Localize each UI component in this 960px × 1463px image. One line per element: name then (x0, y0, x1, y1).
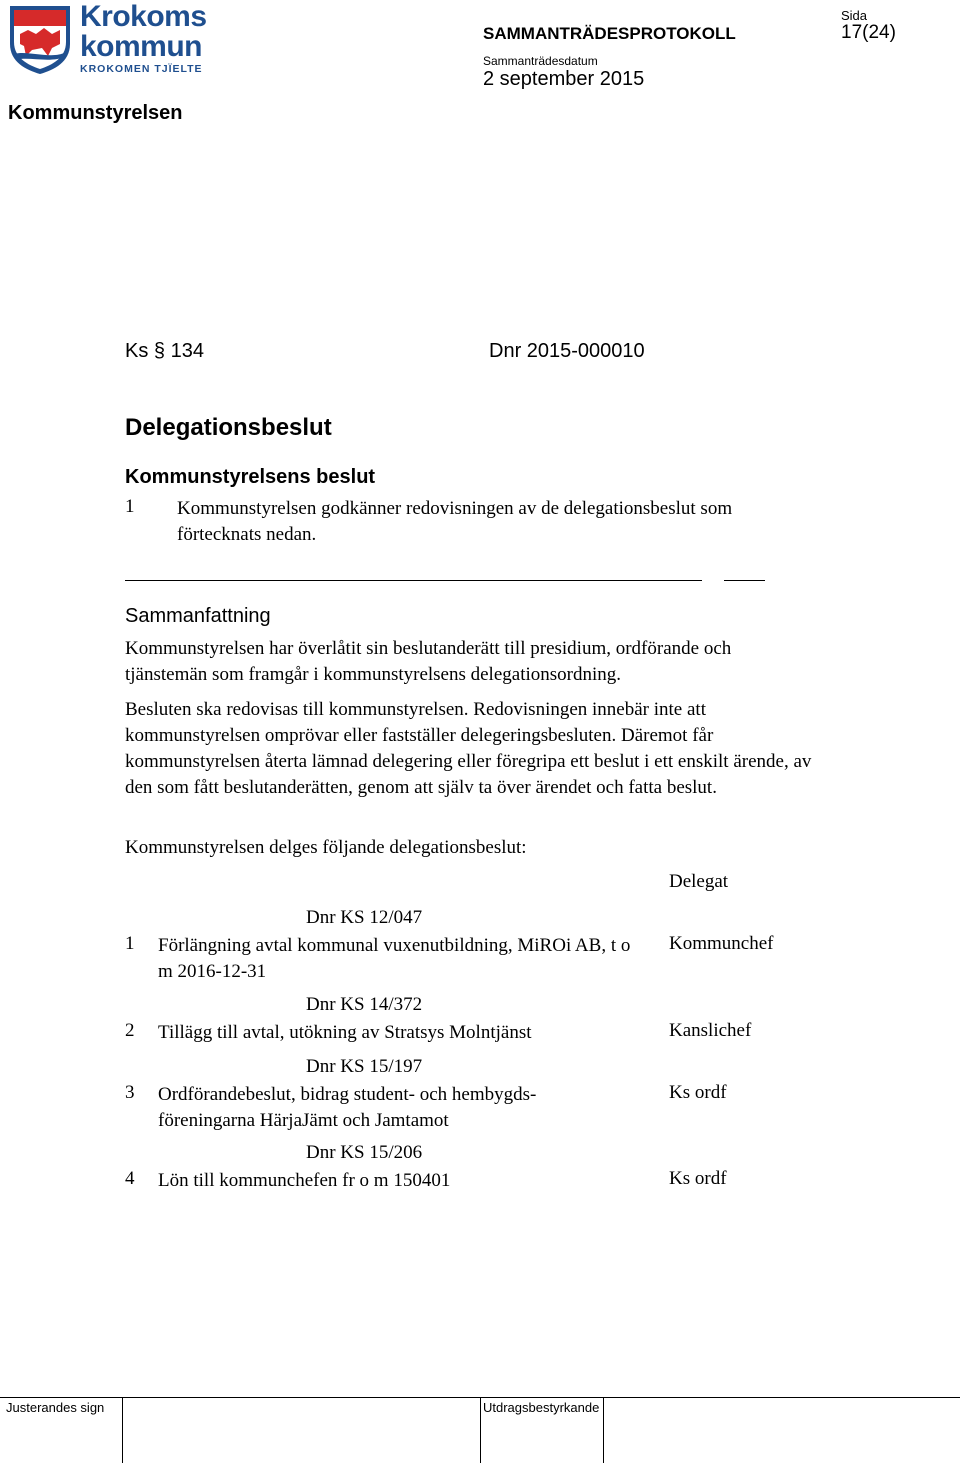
decision-number: 1 (125, 496, 135, 517)
logo-wordmark-line2: kommun (80, 30, 203, 63)
summary-paragraph: Kommunstyrelsen har överlåtit sin beslutanderätt till presidium, ordförande och tjänstemän som framgår i kommunstyrelsens delegationsordning. (125, 638, 732, 685)
divider-line-short (724, 580, 765, 581)
list-item-delegate: Ks ordf (669, 1168, 727, 1189)
list-item-delegate: Kommunchef (669, 933, 774, 954)
meeting-date-label: Sammanträdesdatum (483, 54, 598, 68)
list-item-text: Lön till kommunchefen fr o m 150401 (158, 1170, 451, 1191)
board-name: Kommunstyrelsen (8, 102, 183, 124)
delegate-column-header: Delegat (669, 871, 729, 892)
summary-heading: Sammanfattning (125, 605, 271, 627)
list-item-number: 1 (125, 933, 135, 954)
list-item-delegate: Ks ordf (669, 1082, 727, 1103)
list-item-dnr: Dnr KS 14/372 (306, 994, 423, 1015)
logo-wordmark-line1: Krokoms (80, 0, 207, 33)
list-item-dnr: Dnr KS 15/197 (306, 1056, 423, 1077)
decision-text: Kommunstyrelsen godkänner redovisningen av de delegationsbeslut som förtecknats nedan. (177, 498, 733, 545)
extract-certification-label: Utdragsbestyrkande (483, 1400, 600, 1415)
summary-paragraph: Besluten ska redovisas till kommunstyrelsen. Redovisningen innebär inte att kommunstyrelsen omprövar eller fastställer delegeringsbesluten. Däremot får kommunstyrelsen återta lämnad delegering eller föregripa ett beslut i ett enskilt ärende, av den som fått beslutanderätten, genom att själv ta över ärendet och fatta beslut. (125, 699, 812, 798)
summary-paragraph: Kommunstyrelsen delges följande delegationsbeslut: (125, 837, 527, 858)
divider-line (125, 580, 702, 581)
page-label: Sida (841, 8, 868, 23)
page-number: 17(24) (841, 22, 896, 43)
signature-field-label: Justerandes sign (6, 1400, 105, 1415)
page-title: Delegationsbeslut (125, 414, 332, 441)
municipality-logo-icon (8, 4, 72, 76)
document-title: SAMMANTRÄDESPROTOKOLL (483, 24, 736, 43)
footer-divider (603, 1397, 604, 1463)
list-item-dnr: Dnr KS 12/047 (306, 907, 423, 928)
list-item-delegate: Kanslichef (669, 1020, 752, 1041)
list-item-dnr: Dnr KS 15/206 (306, 1142, 423, 1163)
footer-divider (480, 1397, 481, 1463)
meeting-date: 2 september 2015 (483, 68, 645, 90)
list-item-number: 4 (125, 1168, 135, 1189)
paragraph-number: Ks § 134 (125, 340, 204, 362)
list-item-text: Tillägg till avtal, utökning av Stratsys Molntjänst (158, 1022, 532, 1043)
footer-divider (122, 1397, 123, 1463)
list-item-text: Förlängning avtal kommunal vuxenutbildning, MiROi AB, t o m 2016-12-31 (158, 935, 631, 982)
list-item-text: Ordförandebeslut, bidrag student- och hembygds-föreningarna HärjaJämt och Jamtamot (158, 1084, 537, 1131)
list-item-number: 3 (125, 1082, 135, 1103)
case-number: Dnr 2015-000010 (489, 340, 645, 362)
decision-heading: Kommunstyrelsens beslut (125, 466, 376, 488)
list-item-number: 2 (125, 1020, 135, 1041)
logo-wordmark-line3: KROKOMEN TJÏELTE (80, 63, 203, 75)
